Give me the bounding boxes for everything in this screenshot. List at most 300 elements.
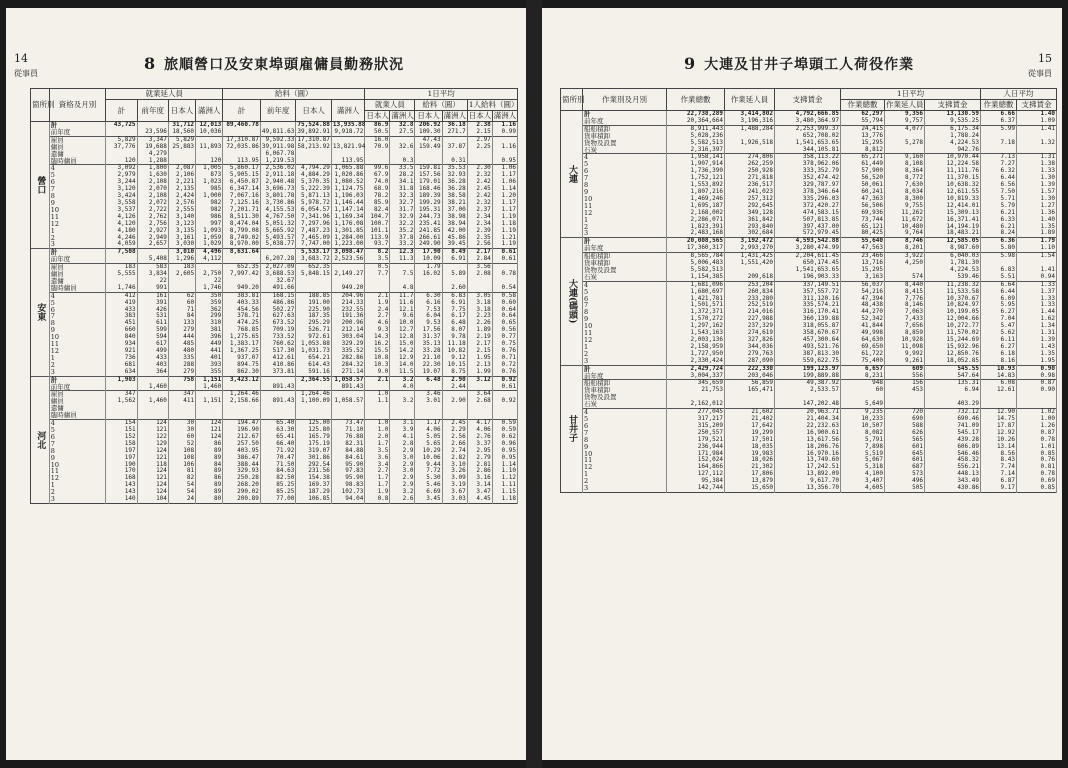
cell-value: 31.37	[415, 334, 442, 341]
cell-value: 0.96	[492, 441, 517, 448]
cell-value: 352,474.42	[775, 175, 841, 182]
cell-value: 3.0	[390, 468, 415, 475]
cell-value: 5,278	[885, 140, 925, 147]
cell-value: 0.78	[1017, 471, 1057, 478]
cell-value: 0.3	[390, 158, 415, 165]
cell-value: 2.19	[467, 334, 492, 341]
cell-value: 3.12	[467, 376, 492, 383]
cell-value: 143	[106, 489, 137, 496]
cell-value: 3.67	[442, 489, 467, 496]
cell-value: 3,922	[885, 253, 925, 260]
cell-value: 1,460	[137, 384, 168, 391]
row-label: 貨車積卸	[583, 133, 667, 140]
cell-value: 451	[106, 320, 137, 327]
cell-value: 54,216	[841, 289, 885, 296]
cell-value: 84.88	[331, 448, 364, 455]
cell-value: 3,010	[168, 249, 195, 256]
cell-value: 14.75	[981, 416, 1017, 423]
cell-value: 225.90	[296, 307, 332, 314]
cell-value: 449	[196, 341, 223, 348]
cell-value: 1.54	[1017, 253, 1057, 260]
cell-value: 9.78	[442, 334, 467, 341]
cell-value: 142,744	[667, 485, 725, 492]
cell-value: 396	[196, 334, 223, 341]
cell-value: 2,204,611.45	[775, 253, 841, 260]
cell-value: 2.35	[467, 235, 492, 242]
table-row	[561, 387, 1057, 394]
row-label: 計	[49, 376, 105, 383]
row-label: 6	[49, 179, 105, 186]
cell-value: 69,650	[841, 344, 885, 351]
row-label: 2	[49, 489, 105, 496]
cell-value: 1.14	[492, 462, 517, 469]
row-label: 3	[49, 241, 105, 248]
cell-value: 84	[168, 313, 195, 320]
cell-value: 9.17	[981, 485, 1017, 492]
header-emp-persons: 就業人員	[365, 100, 415, 111]
cell-value: 3.56	[467, 264, 492, 271]
cell-value: 8,812	[841, 147, 885, 154]
cell-value: 135.31	[925, 380, 981, 387]
cell-value: 0.64	[492, 307, 517, 314]
cell-value: 151	[106, 427, 137, 434]
cell-value: 124	[137, 489, 168, 496]
cell-value: 355	[196, 369, 223, 376]
cell-value: 260,834	[725, 289, 775, 296]
cell-value: 1,053.88	[296, 341, 332, 348]
row-label: 7	[49, 441, 105, 448]
left-title-text: 旅順營口及安東埠頭雇傭員勤務狀況	[164, 57, 405, 73]
cell-value: 2.95	[467, 448, 492, 455]
left-station-block	[31, 376, 518, 503]
cell-value: 13,356.70	[775, 485, 841, 492]
cell-value: 10,199.05	[925, 309, 981, 316]
cell-value: 10,638.32	[925, 182, 981, 189]
cell-value: 199,123.97	[775, 365, 841, 372]
row-label: 10	[583, 451, 667, 458]
cell-value: 1.62	[1017, 316, 1057, 323]
cell-value: 124	[137, 482, 168, 489]
cell-value: 89	[196, 489, 223, 496]
cell-value: 10,480	[885, 224, 925, 231]
row-label: 前年度	[49, 129, 105, 136]
cell-value: 1.17	[492, 200, 517, 207]
cell-value: 2.9	[390, 482, 415, 489]
cell-value: 84	[196, 462, 223, 469]
cell-value: 360,139.88	[775, 316, 841, 323]
row-label: 5	[49, 172, 105, 179]
cell-value: 52	[168, 441, 195, 448]
cell-value: 4,224.53	[925, 140, 981, 147]
cell-value: 161	[137, 292, 168, 299]
left-page-number: 14	[14, 52, 28, 65]
cell-value: 4.6	[365, 320, 390, 327]
cell-value: 9,592.33	[260, 136, 296, 143]
cell-value: 2,027.09	[260, 264, 296, 271]
cell-value: 12.9	[390, 355, 415, 362]
cell-value: 1,288	[137, 158, 168, 165]
cell-value	[467, 278, 492, 285]
cell-value: 8,772	[885, 175, 925, 182]
table-row	[561, 380, 1057, 387]
cell-value: 720	[885, 409, 925, 416]
cell-value: 0.90	[1017, 387, 1057, 394]
row-label: 計	[583, 111, 667, 118]
cell-value: 0.95	[492, 158, 517, 165]
cell-value: 38.21	[442, 200, 467, 207]
cell-value: 1,781.30	[925, 260, 981, 267]
cell-value: 10.82	[442, 348, 467, 355]
table-row	[31, 489, 518, 496]
cell-value: 295.29	[296, 320, 332, 327]
cell-value: 7,341.96	[296, 214, 332, 221]
cell-value: 199.29	[415, 200, 442, 207]
cell-value: 69,936	[841, 210, 885, 217]
cell-value: 652.35	[296, 264, 332, 271]
cell-value: 35.13	[415, 341, 442, 348]
cell-value: 124	[137, 468, 168, 475]
cell-value: 5,860.17	[223, 165, 261, 172]
cell-value: 1,058.57	[331, 398, 364, 405]
cell-value: 10,824.97	[925, 302, 981, 309]
cell-value: 2.44	[442, 384, 467, 391]
cell-value: 2.42	[467, 193, 492, 200]
cell-value: 4,155.53	[260, 207, 296, 214]
cell-value: 1.17	[415, 420, 442, 427]
cell-value: 0.64	[492, 313, 517, 320]
cell-value: 179,521	[667, 437, 725, 444]
cell-value: 271.14	[331, 369, 364, 376]
cell-value: 11,098	[885, 344, 925, 351]
row-label: 計	[583, 365, 667, 372]
cell-value: 1,746	[106, 285, 137, 292]
right-table-title	[684, 54, 914, 74]
cell-value: 190	[106, 462, 137, 469]
cell-value: 159.49	[415, 144, 442, 151]
cell-value: 1,431,425	[725, 253, 775, 260]
table-row	[31, 468, 518, 475]
cell-value: 36.18	[442, 122, 467, 129]
cell-value: 9.53	[415, 320, 442, 327]
row-label: 1	[49, 228, 105, 235]
cell-value: 0.61	[492, 384, 517, 391]
cell-value	[168, 405, 195, 412]
cell-value: 8,749.02	[223, 235, 261, 242]
cell-value: 937.07	[223, 355, 261, 362]
row-label: 1	[583, 217, 667, 224]
cell-value: 1,020.86	[331, 172, 364, 179]
cell-value: 2,168,002	[667, 210, 725, 217]
cell-value: 18,483.21	[925, 230, 981, 237]
cell-value: 191.36	[331, 313, 364, 320]
cell-value: 1,460	[196, 384, 223, 391]
cell-value: 236,944	[667, 444, 725, 451]
cell-value: 2,979	[106, 172, 137, 179]
cell-value: 274,806	[725, 154, 775, 161]
cell-value: 183	[106, 264, 137, 271]
cell-value: 0.59	[492, 420, 517, 427]
cell-value: 7.04	[981, 316, 1017, 323]
cell-value: 6.08	[981, 380, 1017, 387]
cell-value: 5.71	[981, 196, 1017, 203]
cell-value: 55,640	[841, 238, 885, 245]
cell-value: 3.9	[390, 427, 415, 434]
table-row	[31, 369, 518, 376]
cell-value: 1,746	[196, 285, 223, 292]
cell-value: 1,903	[106, 376, 137, 383]
cell-value: 60	[168, 300, 195, 307]
cell-value: 9,617.70	[775, 478, 841, 485]
row-label: 12	[583, 464, 667, 471]
header-mc-2: 滿洲人	[443, 111, 467, 120]
cell-value: 6,207.28	[260, 256, 296, 263]
cell-value: 54	[168, 482, 195, 489]
row-label: 11	[49, 468, 105, 475]
cell-value: 5,370.35	[296, 179, 332, 186]
cell-value: 1.7	[365, 475, 390, 482]
cell-value: 5.80	[981, 245, 1017, 252]
cell-value	[168, 278, 195, 285]
cell-value: 17,501	[725, 437, 775, 444]
row-label: 船舶積卸	[583, 253, 667, 260]
cell-value: 22.30	[415, 362, 442, 369]
cell-value: 6.21	[981, 210, 1017, 217]
cell-value: 545.17	[925, 430, 981, 437]
cell-value: 67.9	[365, 172, 390, 179]
cell-value	[390, 405, 415, 412]
cell-value: 758	[168, 376, 195, 383]
cell-value: 32.6	[390, 144, 415, 151]
cell-value: 3.0	[390, 455, 415, 462]
cell-value: 327,826	[725, 337, 775, 344]
cell-value: 1.33	[1017, 296, 1057, 303]
cell-value: 5.95	[981, 302, 1017, 309]
cell-value: 7,898	[841, 444, 885, 451]
cell-value: 100.7	[365, 221, 390, 228]
cell-value: 41,844	[841, 323, 885, 330]
row-label: 3	[583, 485, 667, 492]
cell-value: 12.90	[981, 409, 1017, 416]
cell-value: 257,312	[725, 196, 775, 203]
cell-value: 559,622.75	[775, 358, 841, 365]
cell-value: 2.1	[365, 376, 390, 383]
row-label: 2	[583, 351, 667, 358]
cell-value	[365, 278, 390, 285]
cell-value: 8,631.64	[223, 249, 261, 256]
cell-value: 2,429,724	[667, 365, 725, 372]
cell-value: 1.19	[492, 214, 517, 221]
cell-value: 1,147.14	[331, 207, 364, 214]
cell-value: 3,683.72	[296, 256, 332, 263]
cell-value: 11,111.76	[925, 168, 981, 175]
cell-value: 347	[168, 391, 195, 398]
cell-value: 6.83	[981, 267, 1017, 274]
header-employed-group: 就業延人員	[106, 89, 223, 100]
cell-value: 0.69	[1017, 478, 1057, 485]
cell-value: 311,120.16	[775, 296, 841, 303]
cell-value: 1.43	[1017, 344, 1057, 351]
cell-value: 3.4	[365, 462, 390, 469]
cell-value: 3,696.73	[260, 186, 296, 193]
cell-value: 2.34	[467, 214, 492, 221]
row-label: 7	[583, 302, 667, 309]
cell-value: 344,036	[725, 344, 775, 351]
header-wage-total: 計	[223, 100, 261, 122]
cell-value: 287,090	[725, 358, 775, 365]
row-label: 11	[49, 341, 105, 348]
cell-value: 154.38	[296, 475, 332, 482]
cell-value: 378,346.64	[775, 189, 841, 196]
cell-value: 403.95	[223, 448, 261, 455]
cell-value: 507,813.85	[775, 217, 841, 224]
cell-value: 6,347.14	[223, 186, 261, 193]
cell-value: 433	[106, 307, 137, 314]
station-name: 河北	[31, 376, 50, 503]
cell-value: 768.85	[223, 327, 261, 334]
cell-value: 5,978.72	[296, 200, 332, 207]
cell-value: 6,657	[841, 365, 885, 372]
cell-value: 121	[137, 427, 168, 434]
cell-value: 891.43	[260, 384, 296, 391]
cell-value: 71	[168, 307, 195, 314]
cell-value: 15.0	[390, 341, 415, 348]
cell-value: 102.73	[331, 489, 364, 496]
cell-value: 86	[196, 475, 223, 482]
cell-value: 5,905.15	[223, 172, 261, 179]
cell-value: 24,415	[841, 125, 885, 132]
cell-value: 3.09	[442, 475, 467, 482]
cell-value: 3.45	[415, 496, 442, 503]
cell-value: 6.21	[981, 224, 1017, 231]
header-jp-3: 日本人	[468, 111, 492, 120]
r-header-per-day: 1日平均	[841, 89, 981, 100]
cell-value: 191.00	[296, 300, 332, 307]
row-label: 10	[49, 207, 105, 214]
cell-value: 1,223.00	[331, 241, 364, 248]
row-label: 臨時傭員	[49, 158, 105, 165]
cell-value: 21,404.34	[775, 416, 841, 423]
cell-value: 2.56	[467, 241, 492, 248]
cell-value: 75,524.88	[297, 121, 330, 128]
cell-value: 627.63	[260, 313, 296, 320]
cell-value: 10.06	[415, 455, 442, 462]
cell-value: 736	[106, 355, 137, 362]
cell-value: 18,206.76	[775, 444, 841, 451]
cell-value: 601	[885, 444, 925, 451]
cell-value: 0.54	[492, 285, 517, 292]
cell-value: 11.7	[390, 292, 415, 299]
cell-value: 5.79	[981, 203, 1017, 210]
cell-value: 4,120	[106, 221, 137, 228]
cell-value: 14.3	[365, 334, 390, 341]
cell-value: 235.41	[415, 221, 442, 228]
cell-value: 426	[137, 307, 168, 314]
cell-value: 140	[106, 496, 137, 503]
cell-value: 10.26	[981, 437, 1017, 444]
right-station-block	[561, 238, 1057, 365]
cell-value: 19,983	[725, 451, 775, 458]
cell-value: 2,158.66	[223, 398, 261, 405]
cell-value: 55,794	[841, 118, 885, 125]
cell-value	[415, 151, 442, 158]
header-mc-1: 滿洲人	[391, 111, 414, 120]
cell-value: 21.10	[415, 355, 442, 362]
cell-value: 6.36	[981, 238, 1017, 245]
cell-value: 288	[168, 362, 195, 369]
cell-value: 12,224.58	[925, 161, 981, 168]
cell-value: 6.66	[981, 111, 1017, 118]
cell-value: 15.5	[365, 348, 390, 355]
cell-value: 17.87	[981, 423, 1017, 430]
cell-value: 37.8	[390, 235, 415, 242]
cell-value: 33.5	[390, 165, 415, 172]
cell-value: 9,764	[885, 230, 925, 237]
cell-value: 70.47	[260, 455, 296, 462]
cell-value: 12.61	[981, 387, 1017, 394]
cell-value: 2,364.55	[296, 376, 332, 383]
cell-value: 8,108	[885, 161, 925, 168]
cell-value: 3,834	[137, 271, 168, 278]
table-row	[31, 271, 518, 278]
row-label: 遣傭	[49, 278, 105, 285]
cell-value: 556	[885, 373, 925, 380]
cell-value	[1017, 394, 1057, 401]
cell-value: 3,407	[841, 478, 885, 485]
cell-value: 329.29	[331, 341, 364, 348]
cell-value: 11,238.32	[925, 281, 981, 288]
cell-value: 279	[168, 327, 195, 334]
cell-value	[442, 405, 467, 412]
cell-value: 2.32	[467, 200, 492, 207]
cell-value: 474.25	[223, 320, 261, 327]
cell-value: 262,259	[725, 161, 775, 168]
cell-value: 109.30	[415, 129, 442, 136]
left-station-block	[31, 122, 518, 249]
cell-value: 1,367.25	[223, 348, 261, 355]
cell-value: 16,970.16	[775, 451, 841, 458]
cell-value: 33.28	[415, 348, 442, 355]
cell-value: 412.61	[260, 355, 296, 362]
cell-value: 104	[137, 496, 168, 503]
cell-value: 13.14	[981, 444, 1017, 451]
cell-value: 6,450.87	[223, 179, 261, 186]
cell-value: 293,840	[725, 224, 775, 231]
cell-value: 862.30	[223, 369, 261, 376]
cell-value: 21,602	[725, 409, 775, 416]
row-label: 10	[49, 334, 105, 341]
cell-value: 50.5	[365, 129, 390, 136]
cell-value: 9,160	[885, 154, 925, 161]
cell-value: 1,630	[137, 172, 168, 179]
cell-value: 8,415	[885, 289, 925, 296]
cell-value: 17,360,317	[667, 245, 725, 252]
cell-value: 48,438	[841, 302, 885, 309]
row-label: 4	[583, 281, 667, 288]
cell-value: 1.33	[1017, 281, 1057, 288]
cell-value: 84.63	[260, 468, 296, 475]
cell-value: 2.34	[467, 221, 492, 228]
cell-value: 448.13	[925, 471, 981, 478]
cell-value: 2.26	[467, 320, 492, 327]
cell-value: 1.40	[1017, 111, 1057, 118]
cell-value: 7.75	[442, 307, 467, 314]
cell-value: 7.50	[981, 189, 1017, 196]
header-per-day-group: 1日平均	[365, 89, 518, 100]
cell-value: 840	[106, 334, 137, 341]
cell-value: 1,284.00	[331, 235, 364, 242]
table-row	[31, 434, 518, 441]
cell-value: 335,296.03	[775, 196, 841, 203]
